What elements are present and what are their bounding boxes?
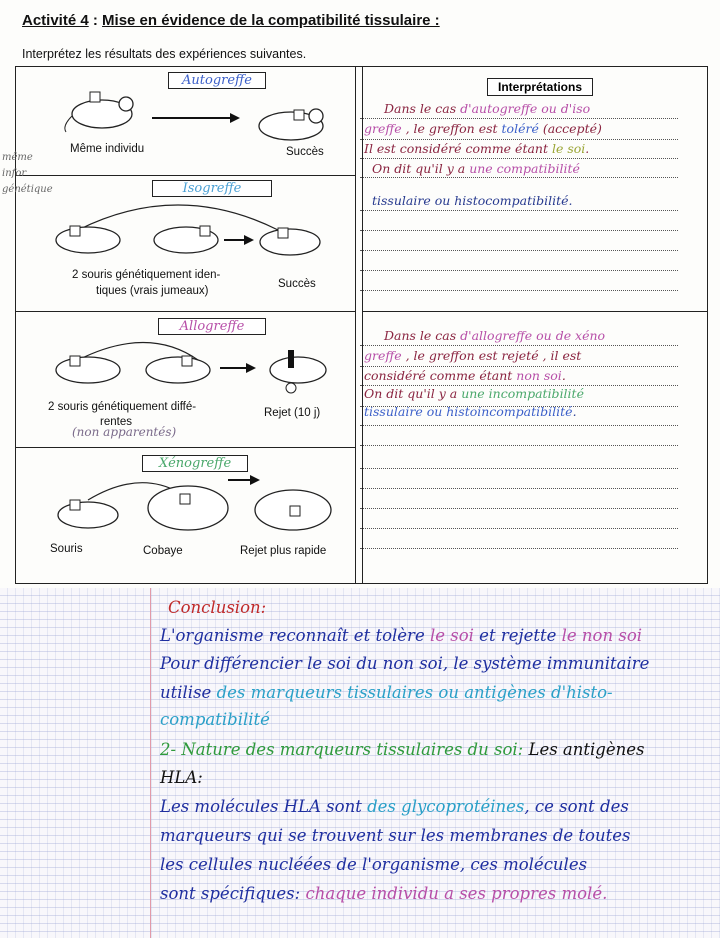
interpretation-line [384, 101, 590, 116]
interpretation-line [364, 141, 589, 156]
hand-text: tissulaire ou histoincompatibilité [364, 404, 573, 419]
hand-text: et rejette [473, 626, 562, 645]
hand-text: HLA: [160, 768, 203, 787]
hand-text: le non soi [561, 626, 643, 645]
caption: Succès [286, 146, 324, 158]
graft-label-autogreffe: Autogreffe [168, 72, 266, 89]
mouse-icon [246, 98, 336, 148]
mouse-group-icon [28, 190, 338, 265]
activity-title [22, 12, 440, 29]
hand-text: greffe [364, 348, 402, 363]
hand-text: des glycoprotéines [367, 797, 525, 816]
title-separator: : [88, 12, 103, 29]
interpretation-line [364, 348, 581, 363]
note-line [160, 768, 203, 787]
row-divider [362, 311, 707, 312]
hand-text: , le greffon est rejeté , il est [401, 348, 582, 363]
hand-text: Les molécules HLA sont [160, 797, 368, 816]
hand-text: , ce sont des [524, 797, 629, 816]
margin-note-line: même [2, 152, 33, 163]
note-line [160, 797, 629, 816]
row-divider [16, 447, 355, 448]
hand-text: une incompatibilité [461, 386, 584, 401]
caption: 2 souris génétiquement diffé- [48, 401, 197, 413]
hand-text: . [568, 193, 573, 208]
hand-text: chaque individu a ses propres molé. [305, 884, 608, 903]
hand-text: (accepté) [538, 121, 602, 136]
hand-text: compatibilité [160, 710, 270, 729]
note-line [160, 710, 270, 729]
column-divider [362, 67, 363, 583]
interpretation-line [364, 121, 602, 136]
hand-text: utilise [160, 683, 217, 702]
hand-text: le soi [429, 626, 474, 645]
hand-text: On dit qu'il y a [364, 386, 462, 401]
hand-text: On dit qu'il y a [372, 161, 470, 176]
hand-text: non soi [516, 368, 562, 383]
caption: 2 souris génétiquement iden- [72, 269, 221, 281]
hand-text: sont spécifiques: [160, 884, 306, 903]
margin-note-line: génétique [2, 184, 53, 195]
interpretations-header: Interprétations [487, 78, 593, 96]
hand-text: Conclusion: [168, 598, 267, 617]
handwritten-note: (non apparentés) [72, 425, 177, 439]
notebook-page [0, 588, 720, 938]
hand-text: . [572, 404, 577, 419]
hand-text: les cellules nucléées de l'organisme, ces molécules [160, 855, 588, 874]
row-divider [16, 175, 355, 176]
caption: Même individu [70, 143, 145, 155]
caption: tiques (vrais jumeaux) [96, 285, 209, 297]
hand-text: d'allogreffe ou de xéno [460, 328, 606, 343]
activity-heading: Mise en évidence de la compatibilité tissulaire : [102, 12, 440, 29]
caption: Cobaye [143, 545, 183, 557]
note-line [160, 654, 649, 673]
row-divider [16, 311, 355, 312]
hand-text: 2- Nature des marqueurs tissulaires du soi: [160, 740, 529, 759]
hand-text: L'organisme reconnaît et tolère [160, 626, 430, 645]
hand-text: une compatibilité [469, 161, 580, 176]
hand-text: Dans le cas [384, 101, 461, 116]
note-line [160, 884, 607, 903]
interpretation-line [364, 368, 566, 383]
caption: rentes [100, 416, 132, 428]
hand-text: le soi [551, 141, 586, 156]
graft-label-xenogreffe: Xénogreffe [142, 455, 248, 472]
graft-label-allogreffe: Allogreffe [158, 318, 266, 335]
note-line [160, 740, 644, 759]
caption: Souris [50, 543, 83, 555]
interpretation-line [372, 193, 573, 208]
hand-text: considéré comme étant [364, 368, 517, 383]
hand-text: tissulaire ou histocompatibilité [372, 193, 569, 208]
note-line [160, 826, 630, 845]
instruction: Interprétez les résultats des expériences suivantes. [22, 47, 307, 61]
animal-group-icon [28, 470, 338, 540]
hand-text: des marqueurs tissulaires ou antigènes d'histo- [216, 683, 613, 702]
activity-number: Activité 4 [22, 12, 89, 29]
caption: Succès [278, 278, 316, 290]
interpretation-line [384, 328, 605, 343]
graft-label-isogreffe: Isogreffe [152, 180, 272, 197]
hand-text: . [585, 141, 590, 156]
hand-text: , le greffon est [401, 121, 502, 136]
hand-text: Les antigènes [528, 740, 645, 759]
conclusion-heading [168, 598, 266, 617]
hand-text: Il est considéré comme étant [364, 141, 552, 156]
note-line [160, 626, 642, 645]
hand-text: greffe [364, 121, 402, 136]
hand-text: Pour différencier le soi du non soi, le système immunitaire [160, 654, 650, 673]
hand-text: d'autogreffe ou d'iso [460, 101, 591, 116]
interpretation-line [364, 404, 577, 419]
caption: Rejet plus rapide [240, 545, 327, 557]
margin-line [150, 588, 151, 938]
note-line [160, 855, 587, 874]
caption: Rejet (10 j) [264, 407, 321, 419]
interpretation-line [364, 386, 584, 401]
hand-text: Dans le cas [384, 328, 461, 343]
margin-note-line: infor [2, 168, 27, 179]
mouse-icon [62, 86, 142, 136]
column-divider [355, 67, 356, 583]
interpretation-line [372, 161, 580, 176]
arrow-icon [150, 108, 240, 128]
hand-text: . [561, 368, 566, 383]
hand-text: marqueurs qui se trouvent sur les membranes de toutes [160, 826, 631, 845]
note-line [160, 683, 613, 702]
hand-text: toléré [501, 121, 539, 136]
mouse-group-icon [28, 330, 338, 400]
